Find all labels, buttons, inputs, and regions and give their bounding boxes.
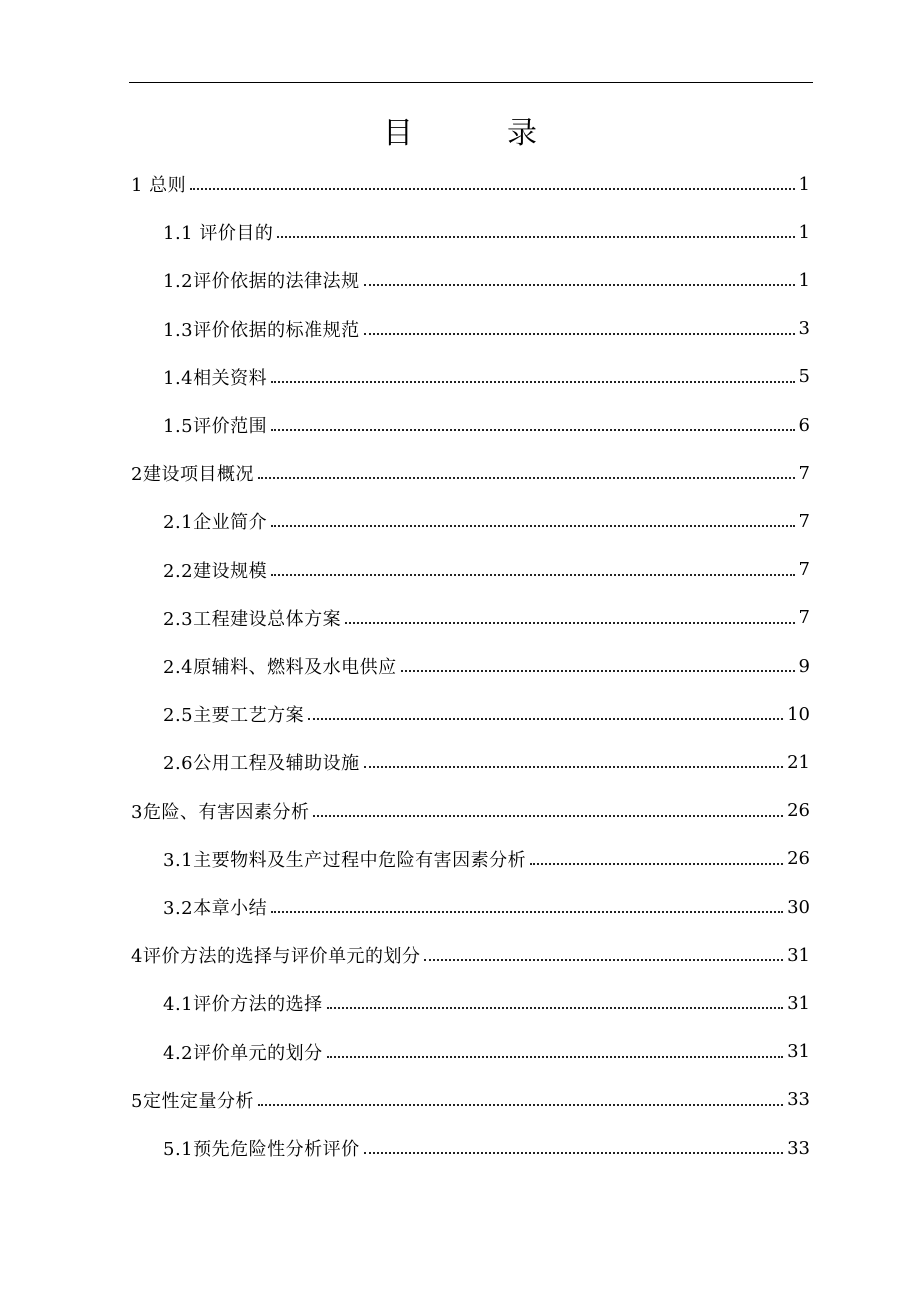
toc-entry-page: 7 (798, 462, 810, 484)
toc-entry-page: 9 (798, 655, 810, 677)
toc-entry-page: 1 (798, 269, 810, 291)
toc-entry-page: 1 (798, 173, 810, 195)
dot-leader (345, 622, 794, 624)
toc-entry-page: 5 (798, 366, 810, 388)
toc-entry-page: 21 (787, 751, 810, 773)
toc-entry-label: 3.2本章小结 (163, 898, 268, 919)
dot-leader (258, 477, 795, 479)
toc-entry-label: 2.6公用工程及辅助设施 (163, 753, 360, 775)
toc-entry-page: 26 (787, 848, 810, 870)
toc-entry-label: 5.1预先危险性分析评价 (163, 1139, 360, 1160)
toc-entry-label: 1.2评价依据的法律法规 (163, 271, 360, 293)
toc-entry-page: 31 (787, 992, 810, 1014)
toc-entry-label: 1.5评价范围 (163, 416, 268, 437)
toc-entry[interactable] (163, 497, 810, 545)
toc-entry-label: 1.3评价依据的标准规范 (163, 319, 360, 341)
toc-entry-page: 26 (787, 800, 810, 822)
toc-entry-page: 7 (798, 607, 810, 629)
dot-leader (313, 815, 783, 817)
toc-entry[interactable] (163, 690, 810, 738)
dot-leader (364, 284, 795, 286)
toc-entry[interactable] (163, 835, 810, 883)
toc-entry-page: 7 (798, 510, 810, 532)
dot-leader (364, 333, 795, 335)
toc-entry-page: 6 (798, 414, 810, 436)
dot-leader (364, 1152, 783, 1154)
toc-entry-label: 2.3工程建设总体方案 (163, 608, 342, 630)
toc-entry-label: 2.1企业简介 (163, 512, 268, 534)
dot-leader (190, 188, 794, 190)
toc-entry-label: 4评价方法的选择与评价单元的划分 (131, 946, 421, 968)
toc-entry[interactable] (163, 883, 810, 931)
toc-entry-page: 31 (787, 1041, 810, 1063)
toc-entry-label: 4.1评价方法的选择 (163, 994, 323, 1016)
toc-entry[interactable] (163, 546, 810, 594)
toc-entry[interactable] (163, 353, 810, 401)
dot-leader (308, 718, 783, 720)
dot-leader (271, 429, 794, 431)
toc-title: 目 录 (383, 116, 569, 151)
toc-entry-page: 31 (787, 944, 810, 966)
toc-entry[interactable] (163, 642, 810, 690)
toc-entry[interactable] (163, 1124, 810, 1172)
toc-entry[interactable] (163, 1028, 810, 1076)
dot-leader (327, 1056, 783, 1058)
toc-entry-label: 1 总则 (131, 175, 187, 196)
toc-entry[interactable] (131, 1076, 810, 1124)
toc-entry-page: 1 (798, 221, 810, 243)
toc-entry[interactable] (163, 979, 810, 1027)
dot-leader (327, 1007, 783, 1009)
toc-entry-label: 2.2建设规模 (163, 560, 268, 582)
toc-entry-label: 5定性定量分析 (131, 1090, 254, 1112)
toc-entry-label: 1.1 评价目的 (163, 223, 274, 245)
toc-entry[interactable] (131, 160, 810, 208)
dot-leader (401, 670, 795, 672)
dot-leader (258, 1104, 783, 1106)
dot-leader (271, 381, 794, 383)
toc-entry-label: 3.1主要物料及生产过程中危险有害因素分析 (163, 849, 527, 871)
toc-entry[interactable] (131, 449, 810, 497)
dot-leader (530, 863, 783, 865)
dot-leader (271, 574, 794, 576)
dot-leader (277, 236, 794, 238)
toc-entry-page: 33 (787, 1089, 810, 1111)
toc-entry-page: 7 (798, 559, 810, 581)
toc-entry-label: 1.4相关资料 (163, 367, 268, 389)
toc-entry-label: 4.2评价单元的划分 (163, 1042, 323, 1064)
toc-entry-page: 30 (787, 896, 810, 918)
dot-leader (364, 766, 783, 768)
toc-entry-page: 3 (798, 318, 810, 340)
toc-entry[interactable] (163, 256, 810, 304)
toc-entry-label: 2.4原辅料、燃料及水电供应 (163, 657, 397, 678)
toc-entry[interactable] (131, 931, 810, 979)
dot-leader (271, 525, 794, 527)
toc-entry-label: 2.5主要工艺方案 (163, 705, 305, 727)
dot-leader (271, 911, 783, 913)
toc-entry-page: 33 (787, 1137, 810, 1159)
toc-entry-label: 3危险、有害因素分析 (131, 801, 310, 823)
toc-entry[interactable] (163, 401, 810, 449)
header-rule (129, 82, 813, 83)
dot-leader (424, 959, 783, 961)
toc-entry[interactable] (163, 738, 810, 786)
toc-entry-page: 10 (787, 703, 810, 725)
toc-entry[interactable] (163, 208, 810, 256)
toc-entry-label: 2建设项目概况 (131, 464, 254, 486)
toc-entry[interactable] (163, 594, 810, 642)
toc-entry[interactable] (131, 787, 810, 835)
toc-entry[interactable] (163, 305, 810, 353)
